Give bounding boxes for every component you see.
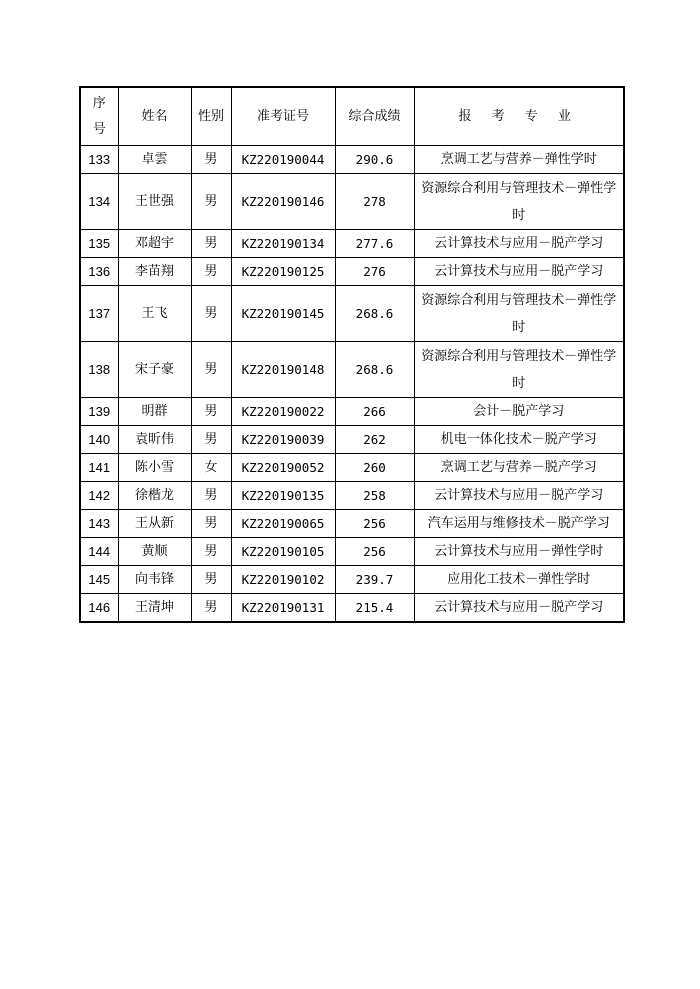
cell-score: 256 bbox=[335, 510, 414, 538]
cell-seq: 139 bbox=[80, 398, 118, 426]
cell-score: 277.6 bbox=[335, 230, 414, 258]
cell-score: 276 bbox=[335, 258, 414, 286]
cell-name: 王从新 bbox=[118, 510, 191, 538]
table-row bbox=[80, 538, 624, 566]
cell-name: 王清坤 bbox=[118, 594, 191, 623]
cell-ticket: KZ220190135 bbox=[231, 482, 335, 510]
table-row bbox=[80, 146, 624, 174]
cell-gender: 男 bbox=[191, 286, 231, 342]
cell-seq: 145 bbox=[80, 566, 118, 594]
cell-seq: 140 bbox=[80, 426, 118, 454]
cell-score: 215.4 bbox=[335, 594, 414, 623]
cell-gender: 女 bbox=[191, 454, 231, 482]
cell-seq: 146 bbox=[80, 594, 118, 623]
cell-major: 机电一体化技术－脱产学习 bbox=[414, 426, 624, 454]
cell-seq: 143 bbox=[80, 510, 118, 538]
cell-major: 汽车运用与维修技术－脱产学习 bbox=[414, 510, 624, 538]
cell-ticket: KZ220190105 bbox=[231, 538, 335, 566]
cell-gender: 男 bbox=[191, 342, 231, 398]
table-row bbox=[80, 426, 624, 454]
cell-name: 明群 bbox=[118, 398, 191, 426]
cell-gender: 男 bbox=[191, 398, 231, 426]
table-body bbox=[80, 146, 624, 623]
table-row bbox=[80, 454, 624, 482]
cell-ticket: KZ220190148 bbox=[231, 342, 335, 398]
table-row bbox=[80, 482, 624, 510]
cell-major: 云计算技术与应用－脱产学习 bbox=[414, 482, 624, 510]
cell-score: 278 bbox=[335, 174, 414, 230]
table-row bbox=[80, 594, 624, 623]
header-score: 综合成绩 bbox=[335, 87, 414, 146]
cell-ticket: KZ220190044 bbox=[231, 146, 335, 174]
cell-gender: 男 bbox=[191, 258, 231, 286]
cell-ticket: KZ220190022 bbox=[231, 398, 335, 426]
cell-name: 邓超宇 bbox=[118, 230, 191, 258]
cell-score: 239.7 bbox=[335, 566, 414, 594]
cell-major: 会计－脱产学习 bbox=[414, 398, 624, 426]
cell-name: 王世强 bbox=[118, 174, 191, 230]
cell-seq: 138 bbox=[80, 342, 118, 398]
cell-name: 徐楷龙 bbox=[118, 482, 191, 510]
table-row bbox=[80, 286, 624, 342]
cell-gender: 男 bbox=[191, 538, 231, 566]
cell-ticket: KZ220190052 bbox=[231, 454, 335, 482]
cell-major: 资源综合利用与管理技术－弹性学时 bbox=[414, 342, 624, 398]
cell-major: 云计算技术与应用－脱产学习 bbox=[414, 258, 624, 286]
cell-seq: 133 bbox=[80, 146, 118, 174]
cell-gender: 男 bbox=[191, 482, 231, 510]
cell-seq: 136 bbox=[80, 258, 118, 286]
cell-ticket: KZ220190134 bbox=[231, 230, 335, 258]
header-major: 报 考 专 业 bbox=[414, 87, 624, 146]
table-row bbox=[80, 174, 624, 230]
table-row bbox=[80, 342, 624, 398]
cell-gender: 男 bbox=[191, 174, 231, 230]
cell-major: 资源综合利用与管理技术－弹性学时 bbox=[414, 286, 624, 342]
cell-seq: 144 bbox=[80, 538, 118, 566]
cell-major: 烹调工艺与营养－弹性学时 bbox=[414, 146, 624, 174]
cell-name: 李苗翔 bbox=[118, 258, 191, 286]
table-row bbox=[80, 566, 624, 594]
cell-major: 应用化工技术－弹性学时 bbox=[414, 566, 624, 594]
cell-score: 268.6 bbox=[335, 286, 414, 342]
cell-score: 260 bbox=[335, 454, 414, 482]
cell-seq: 142 bbox=[80, 482, 118, 510]
header-name: 姓名 bbox=[118, 87, 191, 146]
cell-ticket: KZ220190039 bbox=[231, 426, 335, 454]
cell-major: 云计算技术与应用－脱产学习 bbox=[414, 594, 624, 623]
cell-ticket: KZ220190102 bbox=[231, 566, 335, 594]
cell-name: 卓雲 bbox=[118, 146, 191, 174]
cell-gender: 男 bbox=[191, 146, 231, 174]
header-seq bbox=[80, 87, 118, 146]
cell-ticket: KZ220190131 bbox=[231, 594, 335, 623]
admission-score-table bbox=[79, 86, 625, 623]
cell-name: 黄顺 bbox=[118, 538, 191, 566]
cell-name: 向韦锋 bbox=[118, 566, 191, 594]
cell-major: 烹调工艺与营养－脱产学习 bbox=[414, 454, 624, 482]
table-row bbox=[80, 398, 624, 426]
cell-gender: 男 bbox=[191, 566, 231, 594]
table-row bbox=[80, 230, 624, 258]
cell-seq: 141 bbox=[80, 454, 118, 482]
cell-score: 262 bbox=[335, 426, 414, 454]
cell-gender: 男 bbox=[191, 594, 231, 623]
cell-gender: 男 bbox=[191, 510, 231, 538]
cell-major: 资源综合利用与管理技术－弹性学时 bbox=[414, 174, 624, 230]
cell-name: 王飞 bbox=[118, 286, 191, 342]
cell-gender: 男 bbox=[191, 426, 231, 454]
cell-major: 云计算技术与应用－脱产学习 bbox=[414, 230, 624, 258]
cell-name: 宋子豪 bbox=[118, 342, 191, 398]
cell-score: 256 bbox=[335, 538, 414, 566]
header-seq-label: 序 号 bbox=[92, 95, 106, 137]
cell-ticket: KZ220190145 bbox=[231, 286, 335, 342]
cell-ticket: KZ220190146 bbox=[231, 174, 335, 230]
header-ticket: 准考证号 bbox=[231, 87, 335, 146]
table-row bbox=[80, 510, 624, 538]
cell-name: 袁昕伟 bbox=[118, 426, 191, 454]
cell-score: 266 bbox=[335, 398, 414, 426]
cell-score: 258 bbox=[335, 482, 414, 510]
cell-ticket: KZ220190125 bbox=[231, 258, 335, 286]
cell-ticket: KZ220190065 bbox=[231, 510, 335, 538]
cell-score: 290.6 bbox=[335, 146, 414, 174]
header-gender: 性别 bbox=[191, 87, 231, 146]
table-header-row bbox=[80, 87, 624, 146]
cell-seq: 134 bbox=[80, 174, 118, 230]
cell-seq: 135 bbox=[80, 230, 118, 258]
table-row bbox=[80, 258, 624, 286]
cell-score: 268.6 bbox=[335, 342, 414, 398]
cell-gender: 男 bbox=[191, 230, 231, 258]
cell-seq: 137 bbox=[80, 286, 118, 342]
cell-name: 陈小雪 bbox=[118, 454, 191, 482]
cell-major: 云计算技术与应用－弹性学时 bbox=[414, 538, 624, 566]
